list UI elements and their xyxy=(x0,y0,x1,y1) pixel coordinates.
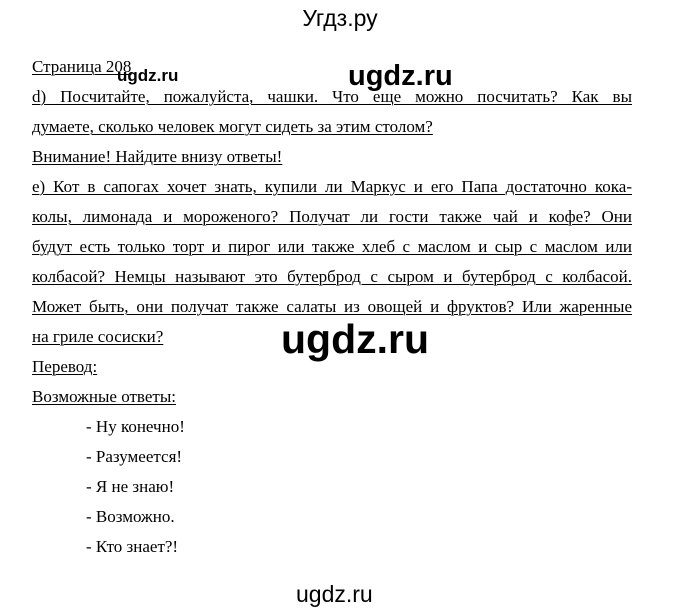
solution-text xyxy=(32,52,632,562)
answer-item: - Возможно. xyxy=(86,507,175,526)
answers-label: Возможные ответы: xyxy=(32,387,176,406)
task-e-line-2: колы, лимонада и мороженого? Получат ли гости также чай и кофе? Они xyxy=(32,207,632,226)
watermark-small: ugdz.ru xyxy=(117,66,179,85)
site-title: Угдз.ру xyxy=(302,5,378,31)
watermark-large: ugdz.ru xyxy=(281,316,430,362)
task-e-line-1: e) Кот в сапогах хочет знать, купили ли Маркус и его Папа достаточно кока- xyxy=(32,177,632,196)
answer-item: - Я не знаю! xyxy=(86,477,175,496)
watermark-medium: ugdz.ru xyxy=(348,60,453,92)
task-e-line-5: Может быть, они получат также салаты из овощей и фруктов? Или жаренные xyxy=(32,297,632,316)
task-d-line-2: думаете, сколько человек могут сидеть за этим столом? xyxy=(32,117,433,136)
answer-item: - Ну конечно! xyxy=(86,417,185,436)
page-label: Страница 208 xyxy=(32,57,132,76)
attention-note: Внимание! Найдите внизу ответы! xyxy=(32,147,283,166)
watermark-footer: ugdz.ru xyxy=(296,581,373,607)
task-d-line-1: d) Посчитайте, пожалуйста, чашки. Что еще можно посчитать? Как вы xyxy=(32,87,632,106)
answer-item: - Кто знает?! xyxy=(86,537,179,556)
task-e-line-4: колбасой? Немцы называют это бутерброд с сыром и бутерброд с колбасой. xyxy=(32,267,632,286)
answer-item: - Разумеется! xyxy=(86,447,183,466)
translation-label: Перевод: xyxy=(32,357,98,376)
task-e-line-3: будут есть только торт и пирог или также хлеб с маслом и сыр с маслом или xyxy=(32,237,632,256)
task-e-line-6: на гриле сосиски? xyxy=(32,327,164,346)
